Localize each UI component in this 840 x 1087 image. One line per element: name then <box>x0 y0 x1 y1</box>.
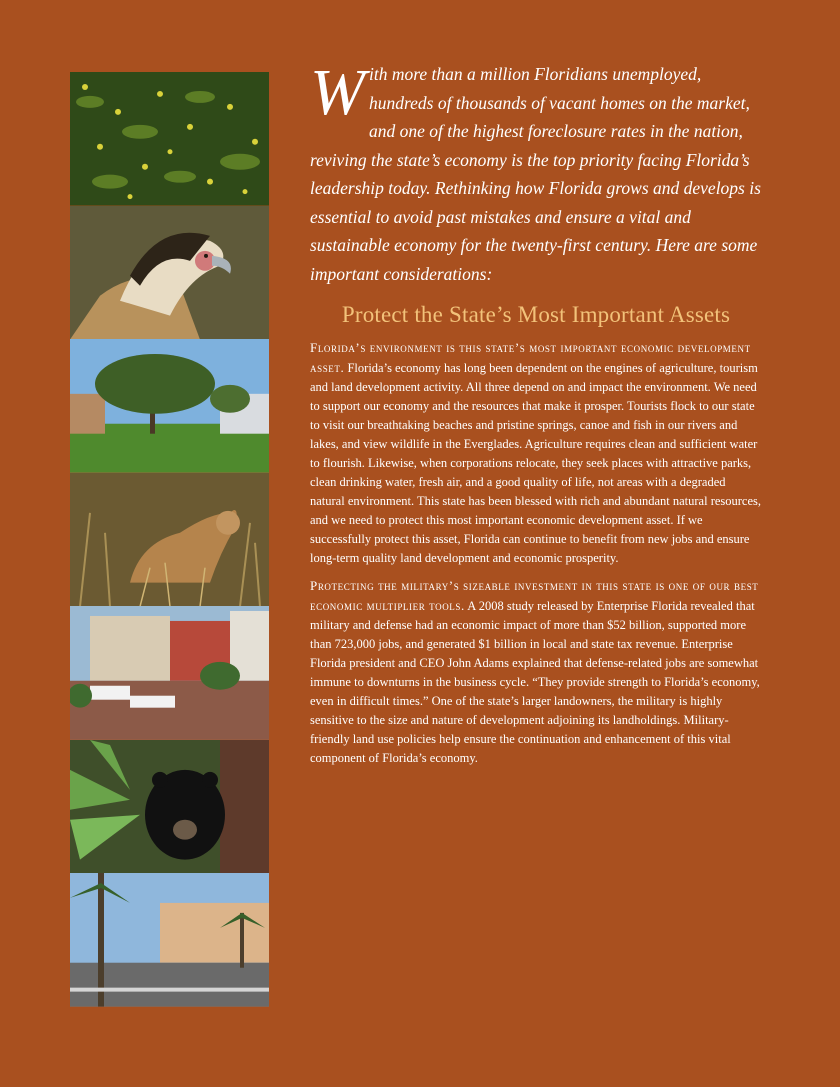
black-bear-photo <box>70 740 269 874</box>
military-paragraph <box>310 576 762 768</box>
wildflowers-photo <box>70 72 269 206</box>
environment-lead: Florida’s environment is this state’s most important economic development asset. <box>310 340 751 375</box>
caracara-bird-photo <box>70 206 269 340</box>
photo-column <box>70 72 269 1007</box>
palm-street-photo <box>70 873 269 1007</box>
town-plaza-photo <box>70 606 269 740</box>
military-body: A 2008 study released by Enterprise Florida revealed that military and defense had an economic impact of more than $52 billion, supported more than 723,000 jobs, and generated $1 billion in local and state tax revenue. Enterprise Florida president and CEO John Adams explained that defense-related jobs are somewhat immune to downturns in the business cycle. “They provide strength to Florida’s economy, even in difficult times.” One of the state’s larger landowners, the military is highly sensitive to the size and nature of development adjoining its landholdings. Military-friendly land use policies help ensure the continuation and enhancement of this vital component of Florida’s economy. <box>310 599 760 765</box>
environment-body: Florida’s economy has long been dependent on the engines of agriculture, tourism and land development activity. All three depend on and impact the environment. We need to support our economy and the resources that make it prosper. Tourists flock to our state to visit our breathtaking beaches and pristine springs, canoe and fish in our rivers and lakes, and view wildlife in the Everglades. Agriculture requires clean and sufficient water to flourish. Likewise, when corporations relocate, they seek places with attractive parks, clean drinking water, fresh air, and a good quality of life, not areas with a degraded natural environment. This state has been blessed with rich and abundant natural resources, and we need to protect this most important economic development asset. If we successfully protect this asset, Florida can continue to benefit from new jobs and ensure long-term quality land development and economic prosperity. <box>310 361 762 565</box>
intro-text: ith more than a million Floridians unemployed, hundreds of thousands of vacant homes on the market, and one of the highest foreclosure rates in the nation, reviving the state’s economy is the top priority facing Florida’s leadership today. Rethinking how Florida grows and develops is essential to avoid past mistakes and ensure a vital and sustainable economy for the twenty-first century. Here are some important considerations: <box>310 64 761 284</box>
article <box>310 56 762 776</box>
florida-panther-photo <box>70 473 269 607</box>
drop-cap: W <box>310 56 365 129</box>
section-title: Protect the State’s Most Important Assets <box>341 302 731 327</box>
tree-lined-street-photo <box>70 339 269 473</box>
intro-paragraph <box>310 56 762 288</box>
military-lead: Protecting the military’s sizeable investment in this state is one of our best economic multiplier tools. <box>310 578 759 613</box>
environment-paragraph <box>310 338 762 568</box>
